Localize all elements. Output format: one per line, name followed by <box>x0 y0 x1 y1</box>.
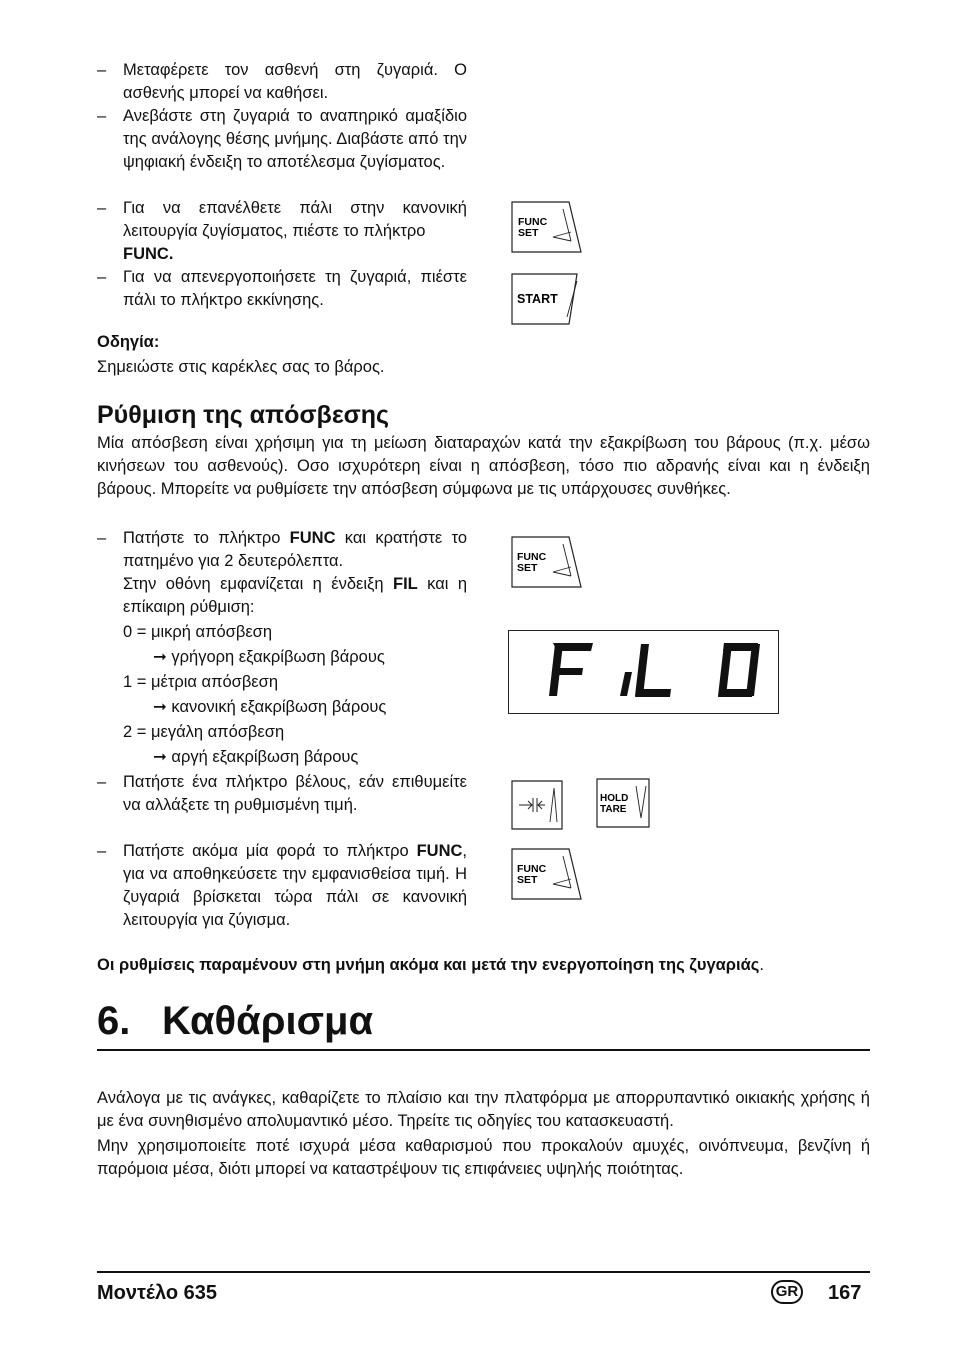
damping-option-1: 1 = μέτρια απόσβεση <box>123 673 279 691</box>
func-set-key-icon <box>511 848 583 900</box>
damping-result-2: ➞ αργή εξακρίβωση βάρους <box>153 748 359 766</box>
memory-note: Οι ρυθμίσεις παραμένουν στη μνήμη ακόμα και μετά την ενεργοποίηση της ζυγαριάς. <box>97 956 764 974</box>
damping-option-0: 0 = μικρή απόσβεση <box>123 623 273 641</box>
note-text: Σημειώστε στις καρέκλες σας το βάρος. <box>97 358 385 376</box>
damping-option-2: 2 = μεγάλη απόσβεση <box>123 723 285 741</box>
cleaning-para-2: Μην χρησιμοποιείτε ποτέ ισχυρά μέσα καθαρισμού που προκαλούν αμυχές, οινόπνευμα, βενζίνη ή παρόμοια μέσα, διότι μπορεί να καταστρέψουν τις επιφάνειες υψηλής ποιότητας. <box>97 1137 870 1178</box>
list-dash: – <box>97 842 107 860</box>
footer-model: Μοντέλο 635 <box>97 1282 217 1304</box>
list-item <box>97 197 467 266</box>
page-number: 167 <box>828 1282 862 1304</box>
list-item-text: Πατήστε ακόμα μία φορά το πλήκτρο FUNC, για να αποθηκεύσετε την εμφανισθείσα τιμή. Η ζυγαριά βρίσκεται τώρα πάλι σε κανονική λειτουργία για ζύγισμα. <box>123 842 467 929</box>
svg-text:SET: SET <box>517 874 538 886</box>
list-item-text: Μεταφέρετε τον ασθενή στη ζυγαριά. Ο ασθενής μπορεί να καθήσει. <box>123 61 467 102</box>
list-item <box>97 840 467 932</box>
note-title: Οδηγία: <box>97 333 160 351</box>
func-set-key <box>511 201 583 253</box>
list-dash: – <box>97 268 107 286</box>
list-item-text: Για να απενεργοποιήσετε τη ζυγαριά, πιέστε πάλι το πλήκτρο εκκίνησης. <box>123 268 467 309</box>
footer-rule <box>97 1271 870 1273</box>
damping-intro: Μία απόσβεση είναι χρήσιμη για τη μείωση διαταραχών κατά την εξακρίβωση του βάρους (π.χ. μέσω κινήσεων του ασθενούς). Οσο ισχυρότερη είναι η απόσβεση, τόσο πιο αδρανής είναι και η ένδειξη βάρους. Μπορείτε να ρυθμίσετε την απόσβεση σύμφωνα με τις υπάρχουσες συνθήκες. <box>97 434 870 498</box>
svg-text:START: START <box>517 292 558 306</box>
arrow-key <box>511 780 563 830</box>
cleaning-para-1: Ανάλογα με τις ανάγκες, καθαρίζετε το πλαίσιο και την πλατφόρμα με απορρυπαντικό οικιακής χρήσης ή με ένα συνηθισμένο απολυμαντικό μέσο. Τηρείτε τις οδηγίες του κατασκευαστή. <box>97 1089 870 1130</box>
start-key-icon <box>511 273 581 325</box>
arrow-key-icon <box>511 780 563 830</box>
lcd-display <box>508 630 779 714</box>
damping-result-0: ➞ γρήγορη εξακρίβωση βάρους <box>153 648 385 666</box>
list-item-text: Ανεβάστε στη ζυγαριά το αναπηρικό αμαξίδιο της ανάλογης θέσης μνήμης. Διαβάστε από την ψηφιακή ένδειξη το αποτέλεσμα ζυγίσματος. <box>123 107 467 171</box>
svg-text:SET: SET <box>518 227 539 239</box>
func-set-key-icon <box>511 201 583 253</box>
country-badge: GR <box>771 1280 803 1304</box>
damping-result-1: ➞ κανονική εξακρίβωση βάρους <box>153 698 387 716</box>
arrow-icon: ➞ <box>153 698 167 716</box>
svg-text:TARE: TARE <box>600 804 627 815</box>
list-item-text: Για να επανέλθετε πάλι στην κανονική λειτουργία ζυγίσματος, πιέστε το πλήκτρο FUNC. <box>123 199 467 263</box>
list-dash: – <box>97 107 107 125</box>
arrow-icon: ➞ <box>153 648 167 666</box>
list-dash: – <box>97 199 107 217</box>
list-item-text: Πατήστε το πλήκτρο FUNC και κρατήστε το πατημένο για 2 δευτερόλεπτα. Στην οθόνη εμφανίζεται η ένδειξη FIL και η επίκαιρη ρύθμιση: <box>123 529 467 616</box>
list-dash: – <box>97 61 107 79</box>
func-set-key <box>511 848 583 900</box>
arrow-icon: ➞ <box>153 748 167 766</box>
heading-rule <box>97 1049 870 1051</box>
func-bold: FUNC. <box>123 245 174 263</box>
list-item-text: Πατήστε ένα πλήκτρο βέλους, εάν επιθυμείτε να αλλάξετε τη ρυθμισμένη τιμή. <box>123 773 467 814</box>
list-item <box>97 59 467 105</box>
chapter-number: 6. <box>97 999 131 1043</box>
func-set-key-icon <box>511 536 583 588</box>
list-item <box>97 771 467 817</box>
list-dash: – <box>97 529 107 547</box>
svg-text:FUNC: FUNC <box>517 863 547 875</box>
svg-text:HOLD: HOLD <box>600 793 629 804</box>
section-heading: Ρύθμιση της απόσβεσης <box>97 401 390 429</box>
chapter-title: Καθάρισμα <box>162 999 374 1043</box>
svg-text:SET: SET <box>517 562 538 574</box>
func-set-key <box>511 536 583 588</box>
lcd-display-digits <box>509 631 778 713</box>
hold-tare-key-icon <box>596 778 650 828</box>
start-key <box>511 273 581 325</box>
list-item <box>97 527 467 619</box>
list-item <box>97 266 467 312</box>
list-dash: – <box>97 773 107 791</box>
svg-text:FUNC: FUNC <box>518 216 548 228</box>
list-item <box>97 105 467 174</box>
hold-tare-key <box>596 778 650 828</box>
svg-text:FUNC: FUNC <box>517 551 547 563</box>
